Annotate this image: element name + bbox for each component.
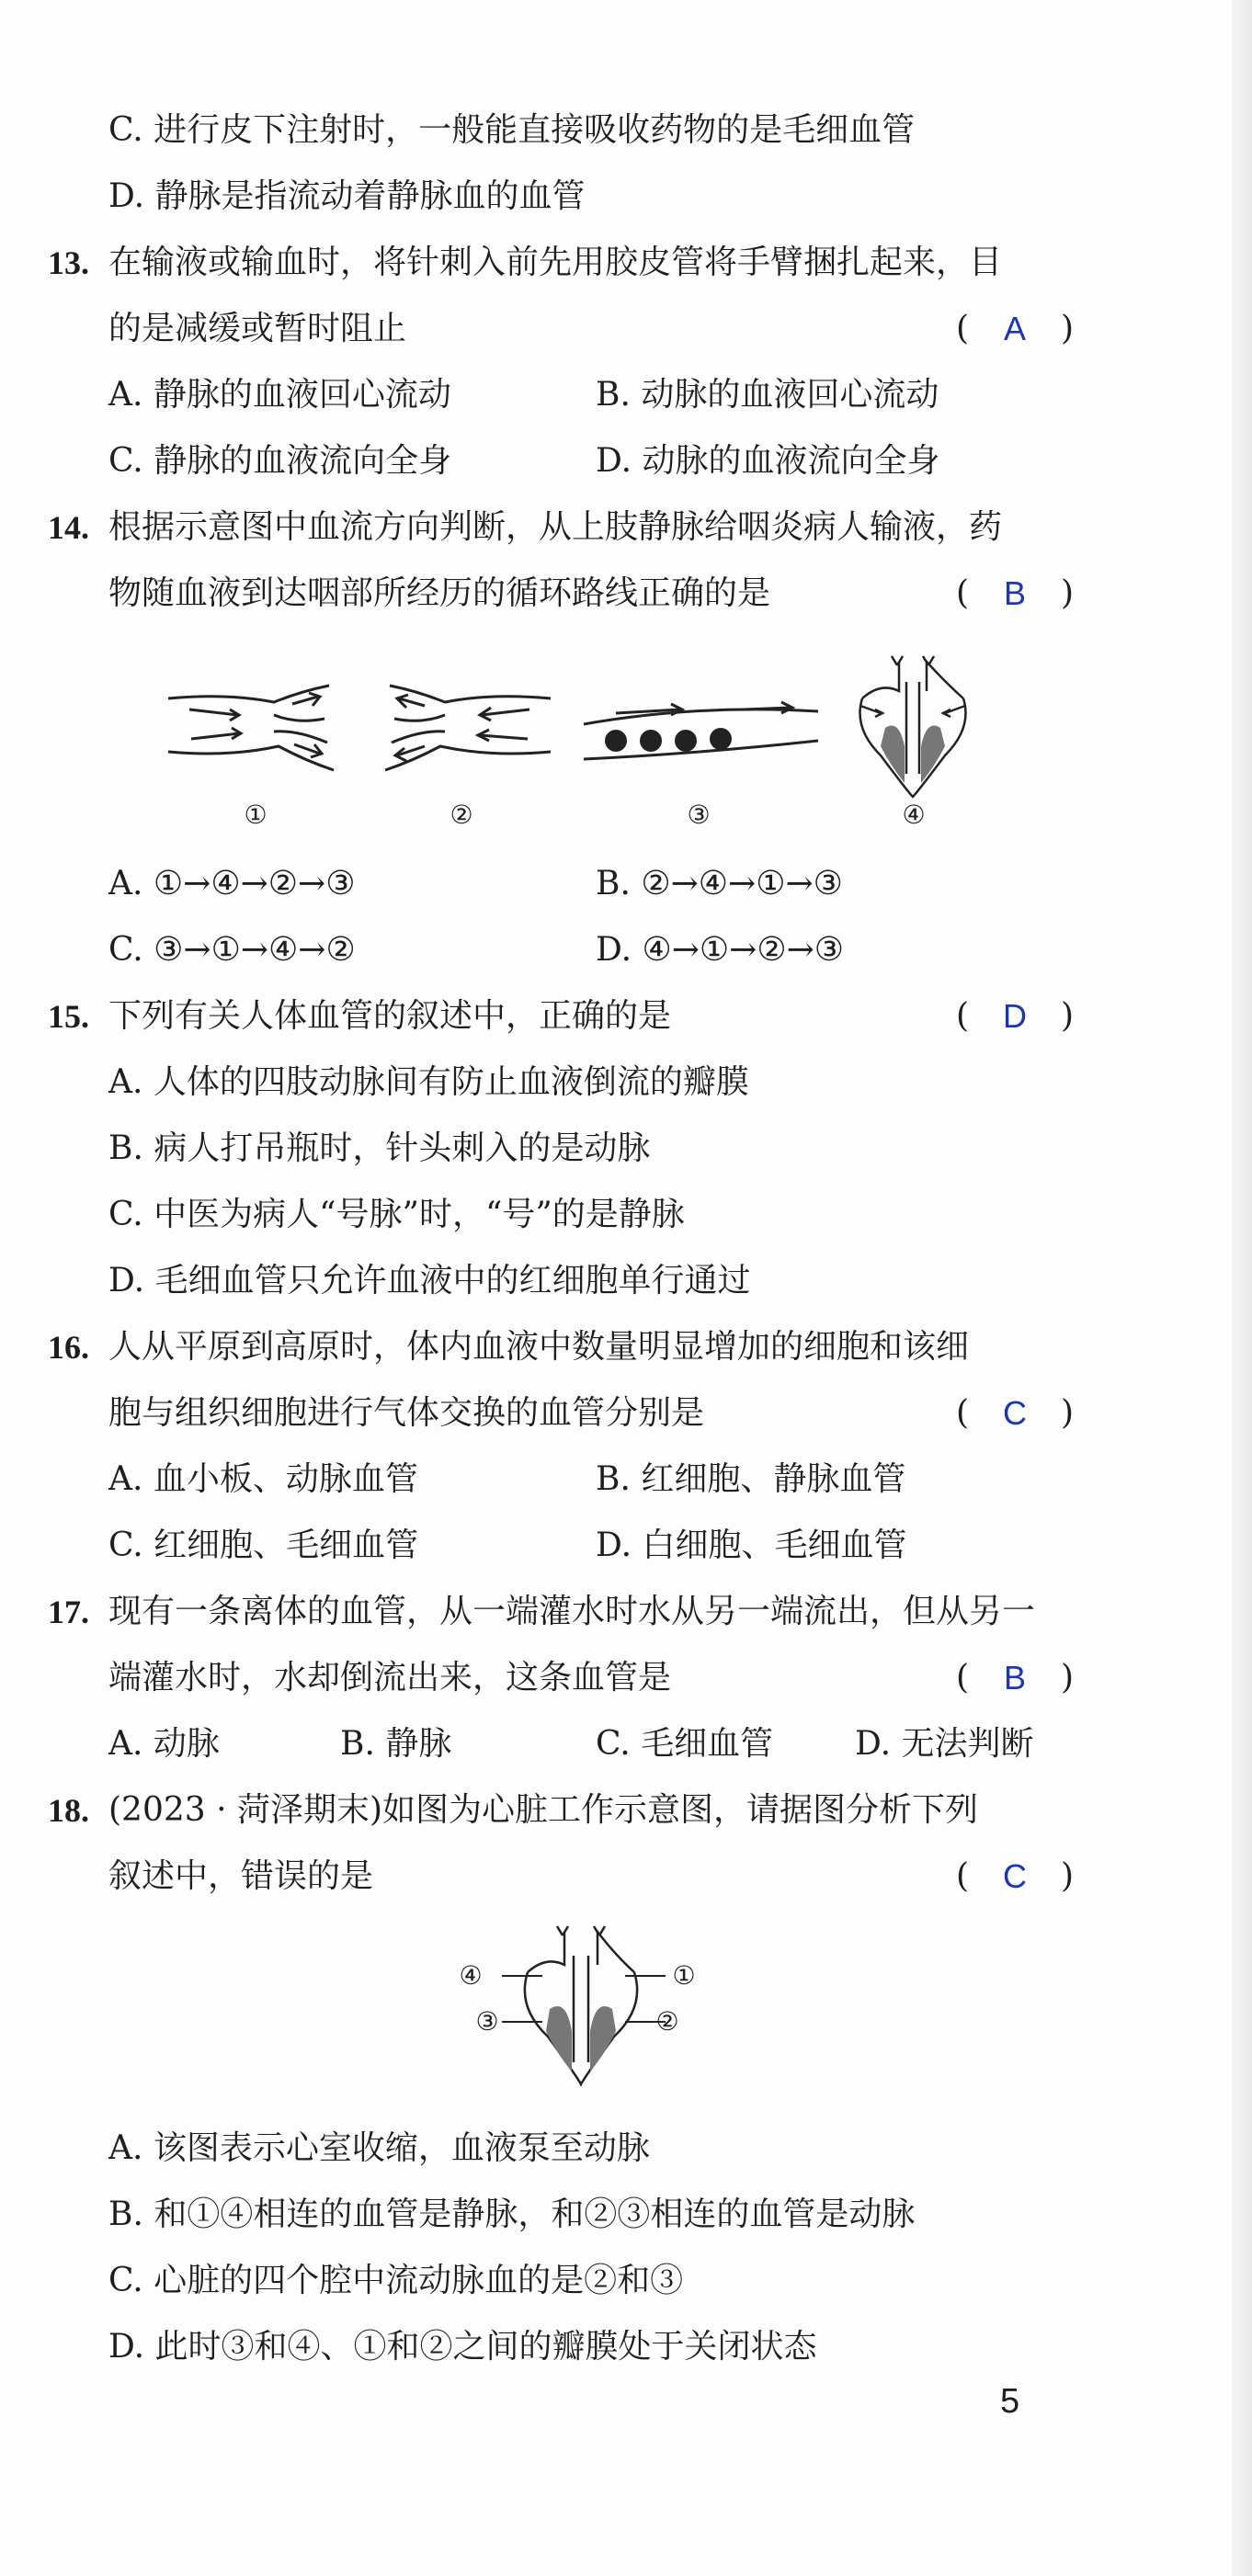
q13-option-b: B. 动脉的血液回心流动 [596, 376, 939, 414]
q15-option-a: A. 人体的四肢动脉间有防止血液倒流的瓣膜 [108, 1063, 749, 1101]
q13-stem-line1: 在输液或输血时，将针刺入前先用胶皮管将手臂捆扎起来，目 [108, 244, 1003, 281]
q16-option-c: C. 红细胞、毛细血管 [108, 1526, 419, 1564]
q13-answer: A [1003, 310, 1026, 347]
bracket-close: ) [1060, 1394, 1074, 1432]
heart-diagram-4 [844, 654, 982, 801]
q18-answer-bracket [956, 1855, 1074, 1899]
q15-option-d: D. 毛细血管只允许血液中的红细胞单行通过 [108, 1262, 751, 1299]
heart-label-1: ① [672, 1960, 696, 1991]
q18-answer: C [1003, 1857, 1027, 1895]
vessel-diagram-1 [164, 678, 347, 779]
q17-number: 17. [48, 1594, 89, 1630]
bracket-open: ( [956, 1394, 970, 1432]
bracket-close: ) [1060, 574, 1074, 612]
bracket-open: ( [956, 1857, 970, 1895]
page-edge [1232, 0, 1252, 2576]
q14-answer: B [1003, 574, 1026, 612]
q13-number: 13. [48, 244, 89, 281]
page-number: 5 [1000, 2382, 1020, 2421]
q16-option-d: D. 白细胞、毛细血管 [596, 1526, 907, 1564]
q17-answer: B [1003, 1659, 1026, 1697]
bracket-open: ( [956, 310, 970, 347]
q17-option-d: D. 无法判断 [855, 1725, 1034, 1763]
q17-option-b: B. 静脉 [340, 1725, 452, 1763]
q12-option-d: D. 静脉是指流动着静脉血的血管 [108, 177, 586, 215]
q18-option-c: C. 心脏的四个腔中流动脉血的是②和③ [108, 2262, 684, 2299]
capillary-diagram-3 [579, 678, 827, 779]
fig-label-1: ① [244, 800, 267, 830]
q13-option-d: D. 动脉的血液流向全身 [596, 442, 940, 480]
q16-stem-line1: 人从平原到高原时，体内血液中数量明显增加的细胞和该细 [108, 1328, 970, 1366]
q18-stem-line1: (2023 · 菏泽期末)如图为心脏工作示意图，请据图分析下列 [108, 1791, 979, 1829]
bracket-close: ) [1060, 310, 1074, 347]
fig-label-4: ④ [902, 800, 926, 830]
q14-option-b: B. ②→④→①→③ [596, 865, 843, 902]
fig-label-3: ③ [687, 800, 711, 830]
q16-answer-bracket [956, 1391, 1074, 1436]
bracket-close: ) [1060, 1659, 1074, 1697]
q14-answer-bracket [956, 572, 1074, 616]
q17-stem-line1: 现有一条离体的血管，从一端灌水时水从另一端流出，但从另一 [108, 1593, 1036, 1630]
q15-option-b: B. 病人打吊瓶时，针头刺入的是动脉 [108, 1129, 651, 1167]
bracket-open: ( [956, 1659, 970, 1697]
q13-answer-bracket [956, 307, 1074, 351]
fig-label-2: ② [450, 800, 473, 830]
q13-option-c: C. 静脉的血液流向全身 [108, 442, 452, 480]
q14-stem-line2: 物随血液到达咽部所经历的循环路线正确的是 [108, 574, 771, 612]
heart-label-2: ② [655, 2006, 679, 2037]
q17-stem-line2: 端灌水时，水却倒流出来，这条血管是 [108, 1659, 672, 1697]
q17-option-c: C. 毛细血管 [596, 1725, 774, 1763]
q13-option-a: A. 静脉的血液回心流动 [108, 376, 451, 414]
q16-answer: C [1003, 1394, 1027, 1432]
q13-stem-line2: 的是减缓或暂时阻止 [108, 310, 407, 347]
q16-option-b: B. 红细胞、静脉血管 [596, 1460, 906, 1498]
q14-option-d: D. ④→①→②→③ [596, 931, 845, 969]
q17-answer-bracket [956, 1656, 1074, 1700]
bracket-open: ( [956, 574, 970, 612]
q17-option-a: A. 动脉 [108, 1725, 220, 1763]
q15-stem-line1: 下列有关人体血管的叙述中，正确的是 [108, 997, 672, 1035]
q15-answer-bracket [956, 994, 1074, 1038]
q18-option-b: B. 和①④相连的血管是静脉，和②③相连的血管是动脉 [108, 2196, 916, 2233]
q14-number: 14. [48, 509, 89, 546]
bracket-close: ) [1060, 1857, 1074, 1895]
heart-label-3: ③ [475, 2006, 499, 2037]
vessel-diagram-2 [371, 678, 555, 779]
q16-stem-line2: 胞与组织细胞进行气体交换的血管分别是 [108, 1394, 705, 1432]
q18-number: 18. [48, 1792, 89, 1829]
q15-number: 15. [48, 998, 89, 1035]
q14-option-a: A. ①→④→②→③ [108, 865, 356, 902]
q14-stem-line1: 根据示意图中血流方向判断，从上肢静脉给咽炎病人输液，药 [108, 508, 1003, 546]
q14-option-c: C. ③→①→④→② [108, 931, 356, 969]
q18-option-a: A. 该图表示心室收缩，血液泵至动脉 [108, 2129, 650, 2167]
q18-option-d: D. 此时③和④、①和②之间的瓣膜处于关闭状态 [108, 2328, 817, 2366]
q18-stem-line2: 叙述中，错误的是 [108, 1857, 374, 1895]
bracket-close: ) [1060, 997, 1074, 1035]
bracket-open: ( [956, 997, 970, 1035]
q16-number: 16. [48, 1329, 89, 1366]
q15-option-c: C. 中医为病人“号脉”时，“号”的是静脉 [108, 1196, 685, 1233]
q12-option-c: C. 进行皮下注射时，一般能直接吸收药物的是毛细血管 [108, 111, 916, 149]
heart-label-4: ④ [459, 1960, 483, 1991]
q16-option-a: A. 血小板、动脉血管 [108, 1460, 418, 1498]
q15-answer: D [1003, 997, 1027, 1035]
